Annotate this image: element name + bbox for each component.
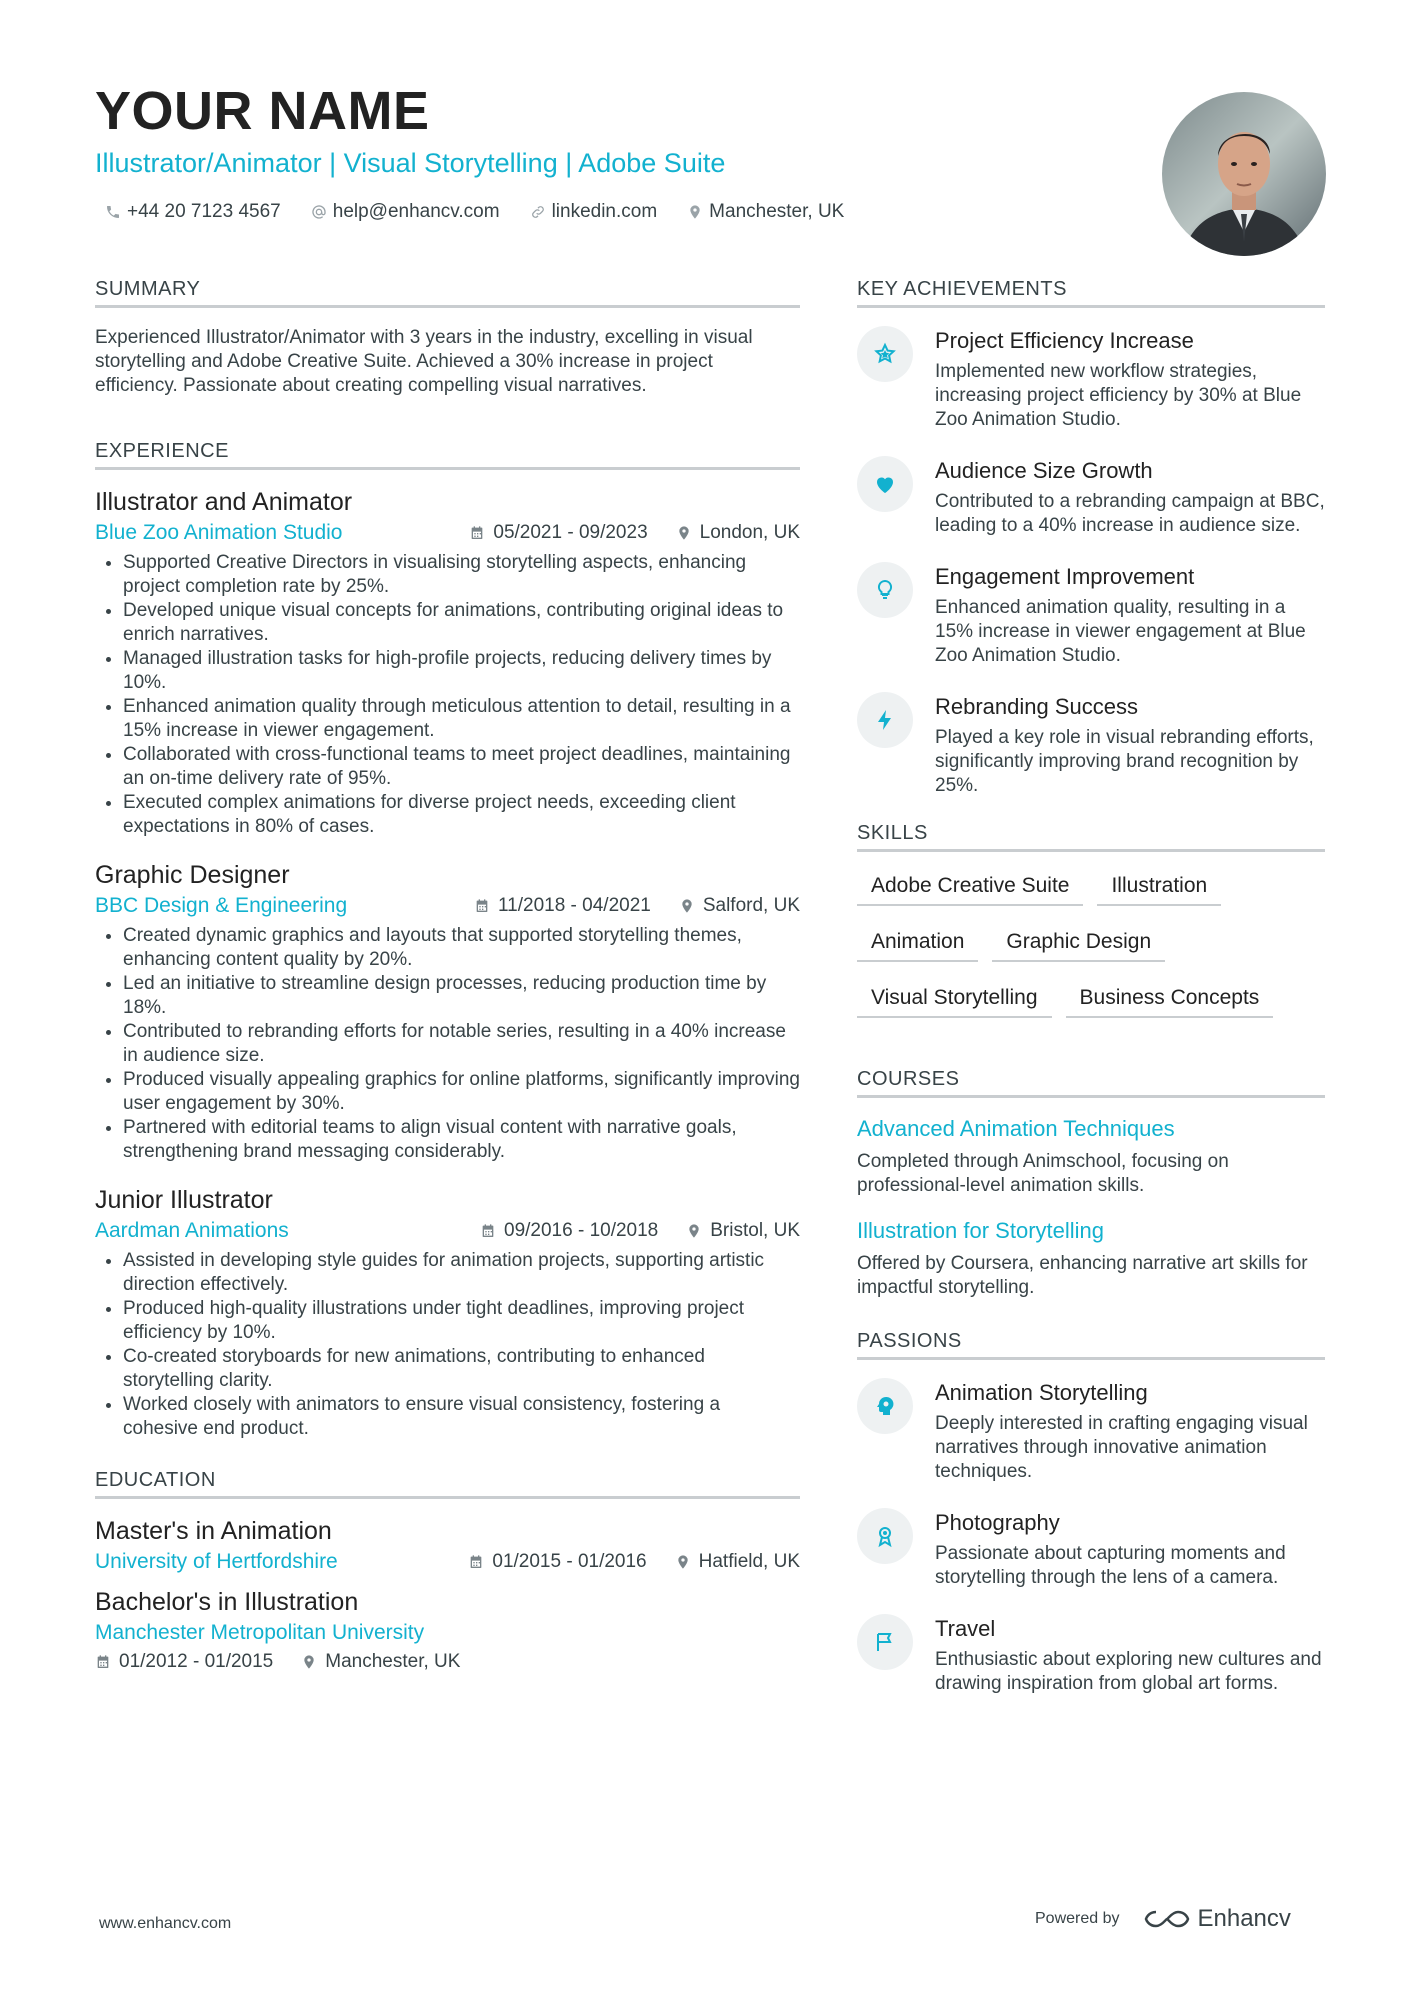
achievement-icon-badge (857, 692, 913, 748)
education-dates (468, 1551, 646, 1573)
achievement (857, 326, 1325, 432)
bullet-item: • Produced high-quality illustrations under tight deadlines, improving project efficiency by 10%. (123, 1297, 800, 1345)
achievement-body (935, 562, 1325, 668)
skill-tag: Animation (857, 926, 978, 962)
education-list (95, 1517, 800, 1673)
achievement-title: Rebranding Success (935, 694, 1139, 719)
job-location-text: Bristol, UK (710, 1220, 800, 1241)
company-name: Aardman Animations (95, 1219, 289, 1242)
education-dates (95, 1651, 273, 1673)
job-location (679, 895, 800, 917)
skill-tag: Graphic Design (992, 926, 1165, 962)
linkedin-text[interactable]: linkedin.com (551, 201, 658, 222)
courses-list (857, 1116, 1325, 1300)
school-name: University of Hertfordshire (95, 1550, 338, 1573)
job-dates (469, 522, 647, 544)
passion-body (935, 1378, 1325, 1484)
phone-text: +44 20 7123 4567 (127, 201, 281, 222)
achievement-desc: Played a key role in visual rebranding efforts, significantly improving brand recognition by 25%. (935, 727, 1314, 796)
course-desc: Completed through Animschool, focusing on professional-level animation skills. (857, 1151, 1229, 1196)
education-subheader (95, 1550, 800, 1574)
achievement-body (935, 692, 1325, 798)
contact-linkedin[interactable] (530, 201, 658, 223)
award-icon (873, 1524, 897, 1548)
passion-title: Animation Storytelling (935, 1380, 1148, 1405)
profile-photo (1162, 92, 1326, 256)
at-icon (311, 204, 327, 220)
location-pin-icon (687, 204, 703, 220)
powered-by-text: Powered by (1035, 1910, 1120, 1927)
achievement-title: Project Efficiency Increase (935, 328, 1194, 353)
education-location (675, 1551, 800, 1573)
passion-icon-badge (857, 1614, 913, 1670)
skills-heading: SKILLS (857, 822, 1325, 852)
flag-icon (873, 1630, 897, 1654)
job-title: Illustrator and Animator (95, 488, 353, 516)
achievement (857, 456, 1325, 538)
achievement-desc: Contributed to a rebranding campaign at BBC, leading to a 40% increase in audience size. (935, 491, 1325, 536)
passion-icon-badge (857, 1378, 913, 1434)
job-bullets (95, 1249, 800, 1441)
achievements-heading: KEY ACHIEVEMENTS (857, 278, 1325, 308)
company-name: Blue Zoo Animation Studio (95, 521, 343, 544)
education-dates-text: 01/2012 - 01/2015 (119, 1651, 274, 1672)
course-title: Advanced Animation Techniques (857, 1116, 1175, 1141)
education-entry (95, 1588, 800, 1673)
course-desc: Offered by Coursera, enhancing narrative art skills for impactful storytelling. (857, 1253, 1308, 1298)
candidate-title: Illustrator/Animator | Visual Storytelling | Adobe Suite (95, 148, 726, 178)
skills-list (857, 870, 1325, 1018)
candidate-name: YOUR NAME (95, 81, 430, 141)
phone-icon (105, 204, 121, 220)
bullet-item: • Executed complex animations for diverse project needs, exceeding client expectations in 80% of cases. (123, 791, 800, 839)
achievement-body (935, 456, 1325, 538)
job-dates (480, 1220, 658, 1242)
passion (857, 1378, 1325, 1484)
job-dates-text: 05/2021 - 09/2023 (493, 522, 648, 543)
job-subheader (95, 1219, 800, 1243)
brand-logo[interactable] (1144, 1905, 1291, 1933)
skill-tag: Business Concepts (1066, 982, 1274, 1018)
achievement-icon-badge (857, 562, 913, 618)
contact-bar (95, 201, 1095, 223)
job-dates-text: 09/2016 - 10/2018 (504, 1220, 659, 1241)
passion-desc: Passionate about capturing moments and storytelling through the lens of a camera. (935, 1543, 1286, 1588)
bullet-item: • Supported Creative Directors in visualising storytelling aspects, enhancing project completion rate by 25%. (123, 551, 800, 599)
location-pin-icon (301, 1654, 317, 1670)
footer-branding (1035, 1905, 1291, 1933)
achievement-desc: Implemented new workflow strategies, increasing project efficiency by 30% at Blue Zoo Animation Studio. (935, 361, 1302, 430)
bullet-item: • Led an initiative to streamline design processes, reducing production time by 18%. (123, 972, 800, 1020)
bolt-icon (873, 708, 897, 732)
experience-entry (95, 1186, 800, 1441)
passion (857, 1614, 1325, 1696)
passion-body (935, 1508, 1325, 1590)
location-pin-icon (686, 1223, 702, 1239)
job-subheader (95, 521, 800, 545)
bullet-item: • Collaborated with cross-functional teams to meet project deadlines, maintaining an on-time delivery rate of 95%. (123, 743, 800, 791)
education-heading: EDUCATION (95, 1469, 800, 1499)
heart-icon (873, 472, 897, 496)
passion (857, 1508, 1325, 1590)
passion-icon-badge (857, 1508, 913, 1564)
bullet-item: • Contributed to rebranding efforts for notable series, resulting in a 40% increase in audience size. (123, 1020, 800, 1068)
bullet-item: • Created dynamic graphics and layouts that supported storytelling themes, enhancing content quality by 20%. (123, 924, 800, 972)
job-location-text: Salford, UK (702, 895, 800, 916)
link-icon (530, 204, 546, 220)
experience-entry (95, 488, 800, 839)
achievements-list (857, 326, 1325, 798)
achievement-body (935, 326, 1325, 432)
head-icon (873, 1394, 897, 1418)
skill-tag: Illustration (1097, 870, 1221, 906)
bullet-item: • Assisted in developing style guides for animation projects, supporting artistic direction effectively. (123, 1249, 800, 1297)
bullet-item: • Worked closely with animators to ensure visual consistency, fostering a cohesive end product. (123, 1393, 800, 1441)
experience-list (95, 488, 800, 1441)
achievement-title: Audience Size Growth (935, 458, 1153, 483)
summary-text: Experienced Illustrator/Animator with 3 years in the industry, excelling in visual storytelling and Adobe Creative Suite. Achieved a 30% increase in project efficiency. Passionate about creating compelling visual narratives. (95, 327, 753, 396)
degree-title: Bachelor's in Illustration (95, 1588, 359, 1616)
passions-heading: PASSIONS (857, 1330, 1325, 1360)
passion-title: Photography (935, 1510, 1060, 1535)
education-location-text: Hatfield, UK (698, 1551, 800, 1572)
passions-list (857, 1378, 1325, 1696)
brand-name: Enhancv (1197, 1905, 1291, 1932)
education-location-text: Manchester, UK (325, 1651, 461, 1672)
job-dates-text: 11/2018 - 04/2021 (498, 895, 651, 916)
passion-desc: Enthusiastic about exploring new cultures and drawing inspiration from global art forms. (935, 1649, 1322, 1694)
location-text: Manchester, UK (709, 201, 845, 222)
achievement-desc: Enhanced animation quality, resulting in a 15% increase in viewer engagement at Blue Zoo Animation Studio. (935, 597, 1306, 666)
education-dates-text: 01/2015 - 01/2016 (492, 1551, 647, 1572)
bullet-item: • Co-created storyboards for new animations, contributing to enhanced storytelling clarity. (123, 1345, 800, 1393)
calendar-icon (468, 1554, 484, 1570)
bullet-item: • Enhanced animation quality through meticulous attention to detail, resulting in a 15% increase in viewer engagement. (123, 695, 800, 743)
skill-tag: Visual Storytelling (857, 982, 1052, 1018)
job-bullets (95, 551, 800, 839)
achievement-icon-badge (857, 326, 913, 382)
experience-entry (95, 861, 800, 1164)
passion-title: Travel (935, 1616, 996, 1641)
bullet-item: • Produced visually appealing graphics for online platforms, significantly improving user engagement by 30%. (123, 1068, 800, 1116)
job-subheader (95, 894, 800, 918)
lightbulb-icon (873, 578, 897, 602)
achievement (857, 562, 1325, 668)
experience-heading: EXPERIENCE (95, 440, 800, 470)
education-meta-row (95, 1651, 800, 1673)
right-column (857, 278, 1325, 1720)
job-dates (474, 895, 651, 917)
star-icon (873, 342, 897, 366)
job-title: Junior Illustrator (95, 1186, 273, 1214)
infinity-logo-icon (1144, 1908, 1190, 1930)
job-location (686, 1220, 800, 1242)
job-bullets (95, 924, 800, 1164)
bullet-item: • Managed illustration tasks for high-profile projects, reducing delivery times by 10%. (123, 647, 800, 695)
achievement (857, 692, 1325, 798)
education-entry (95, 1517, 800, 1574)
passion-desc: Deeply interested in crafting engaging visual narratives through innovative animation techniques. (935, 1413, 1308, 1482)
summary-heading: SUMMARY (95, 278, 800, 308)
email-text[interactable]: help@enhancv.com (332, 201, 500, 222)
left-column (95, 278, 800, 1687)
courses-heading: COURSES (857, 1068, 1325, 1098)
contact-location (687, 201, 844, 223)
calendar-icon (480, 1223, 496, 1239)
education-location (301, 1651, 460, 1673)
contact-email[interactable] (311, 201, 500, 223)
passion-body (935, 1614, 1325, 1696)
school-name: Manchester Metropolitan University (95, 1621, 425, 1644)
job-location (676, 522, 800, 544)
job-location-text: London, UK (699, 522, 800, 543)
calendar-icon (474, 898, 490, 914)
job-title: Graphic Designer (95, 861, 290, 889)
company-name: BBC Design & Engineering (95, 894, 348, 917)
resume-header (95, 80, 1095, 223)
bullet-item: • Developed unique visual concepts for animations, contributing original ideas to enrich narratives. (123, 599, 800, 647)
calendar-icon (469, 525, 485, 541)
achievement-title: Engagement Improvement (935, 564, 1195, 589)
location-pin-icon (675, 1554, 691, 1570)
contact-phone (105, 201, 281, 223)
achievement-icon-badge (857, 456, 913, 512)
course-title: Illustration for Storytelling (857, 1218, 1104, 1243)
degree-title: Master's in Animation (95, 1517, 332, 1545)
footer-website[interactable]: www.enhancv.com (99, 1915, 232, 1932)
bullet-item: • Partnered with editorial teams to align visual content with narrative goals, strengthening brand messaging considerably. (123, 1116, 800, 1164)
calendar-icon (95, 1654, 111, 1670)
skill-tag: Adobe Creative Suite (857, 870, 1083, 906)
location-pin-icon (679, 898, 695, 914)
location-pin-icon (676, 525, 692, 541)
